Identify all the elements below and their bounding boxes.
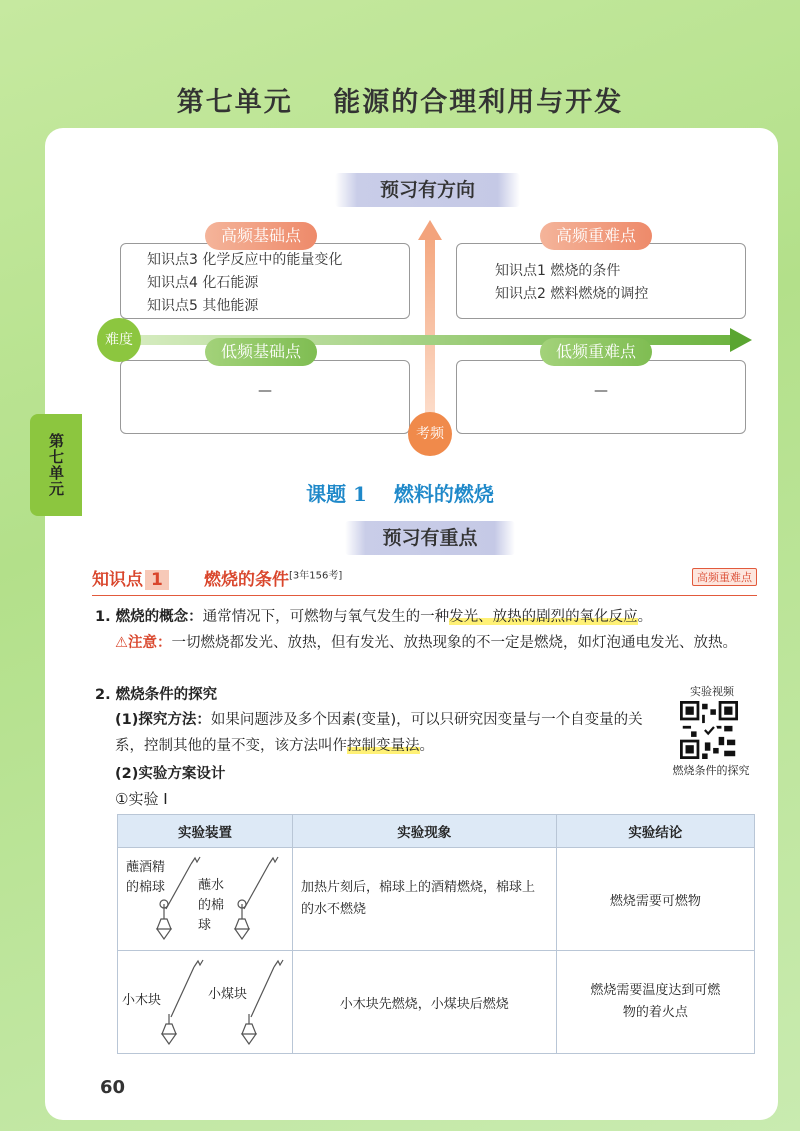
- p4-text: (2)实验方案设计: [115, 766, 226, 782]
- qr-top-label: 实验视频: [690, 685, 734, 698]
- side-unit-tab: 第七单元: [30, 414, 82, 516]
- topic-title: 课题 1 燃料的燃烧: [306, 482, 494, 506]
- warning-icon: ⚠: [115, 635, 128, 651]
- kp-label-text: 知识点: [92, 570, 143, 590]
- phenomenon-cell: 加热片刻后，棉球上的酒精燃烧，棉球上的水不燃烧: [292, 848, 556, 951]
- kp-number: 1: [145, 570, 169, 590]
- conclusion-cell: 燃烧需要可燃物: [556, 848, 754, 951]
- low-basic-box: [120, 360, 410, 434]
- high-basic-label: 高频基础点: [205, 222, 317, 250]
- knowledge-point-bar: [92, 565, 757, 596]
- page-number: 60: [100, 1077, 126, 1098]
- apparatus-cell: [118, 951, 293, 1054]
- qr-bottom-label: 燃烧条件的探究: [672, 764, 750, 777]
- high-hard-label: 高频重难点: [540, 222, 652, 250]
- paragraph-method: [115, 707, 660, 759]
- p1-end: 。: [637, 609, 653, 625]
- qr-code-icon[interactable]: [680, 701, 738, 759]
- p3-end: 。: [419, 738, 434, 754]
- table-row: [118, 848, 755, 951]
- low-basic-label: 低频基础点: [205, 338, 317, 366]
- preview-direction-heading: 预习有方向: [335, 173, 520, 207]
- conclusion-cell: 燃烧需要温度达到可燃物的着火点: [556, 951, 754, 1054]
- experiment-table: [117, 814, 755, 1054]
- high-basic-box: [120, 243, 410, 319]
- section-2-title: [95, 682, 217, 708]
- kp-name-text: 燃烧的条件: [204, 570, 289, 590]
- knowledge-point-label: [92, 565, 169, 590]
- note-paragraph: [115, 630, 758, 656]
- table-header: 实验现象: [292, 815, 556, 848]
- low-hard-value: —: [594, 383, 608, 399]
- kp-tag: 高频重难点: [692, 568, 757, 586]
- apparatus-label: 小木块: [122, 993, 162, 1008]
- high-hard-item: 知识点2 燃料燃烧的调控: [495, 286, 649, 302]
- p1-text: 通常情况下，可燃物与氧气发生的一种: [202, 609, 450, 625]
- p3-prefix: (1)探究方法：: [115, 712, 211, 728]
- preview-focus-heading: 预习有重点: [345, 521, 515, 555]
- table-header-row: [118, 815, 755, 848]
- low-hard-box: [456, 360, 746, 434]
- table-header: 实验结论: [556, 815, 754, 848]
- frequency-axis-label: 考频: [408, 412, 452, 456]
- high-basic-item: 知识点3 化学反应中的能量变化: [147, 252, 343, 268]
- apparatus-label: 蘸水的棉球: [198, 878, 225, 933]
- low-basic-value: —: [258, 383, 272, 399]
- p3-highlight: 控制变量法: [347, 738, 420, 754]
- p2-title: 2. 燃烧条件的探究: [95, 687, 218, 703]
- apparatus-label: 蘸酒精的棉球: [126, 860, 166, 895]
- knowledge-point-title: [204, 565, 342, 590]
- kp-frequency: [3年156考]: [289, 570, 343, 582]
- low-hard-label: 低频重难点: [540, 338, 652, 366]
- apparatus-label: 小煤块: [208, 987, 248, 1002]
- table-row: [118, 951, 755, 1054]
- note-label: 注意：: [128, 635, 172, 651]
- p3-text: 如果问题涉及多个因素(变量)，可以只研究因变量与一个自变量的关系，控制其他的量不变，该方法叫作: [115, 712, 643, 754]
- high-basic-item: 知识点4 化石能源: [147, 275, 259, 291]
- apparatus-cell: [118, 848, 293, 951]
- note-text: 一切燃烧都发光、放热，但有发光、放热现象的不一定是燃烧，如灯泡通电发光、放热。: [171, 635, 737, 651]
- experiment-1-label: ①实验 I: [115, 790, 168, 808]
- phenomenon-cell: 小木块先燃烧，小煤块后燃烧: [292, 951, 556, 1054]
- high-hard-box: [456, 243, 746, 319]
- p1-highlight: 发光、放热的剧烈的氧化反应: [449, 609, 638, 625]
- difficulty-axis-label: 难度: [97, 318, 141, 362]
- table-header: 实验装置: [118, 815, 293, 848]
- high-hard-item: 知识点1 燃烧的条件: [495, 263, 621, 279]
- p1-prefix: 1. 燃烧的概念：: [95, 609, 203, 625]
- unit-title: 第七单元 能源的合理利用与开发: [176, 87, 624, 118]
- paragraph-combustion-concept: [95, 604, 755, 630]
- high-basic-item: 知识点5 其他能源: [147, 298, 259, 314]
- paragraph-design: [115, 761, 225, 787]
